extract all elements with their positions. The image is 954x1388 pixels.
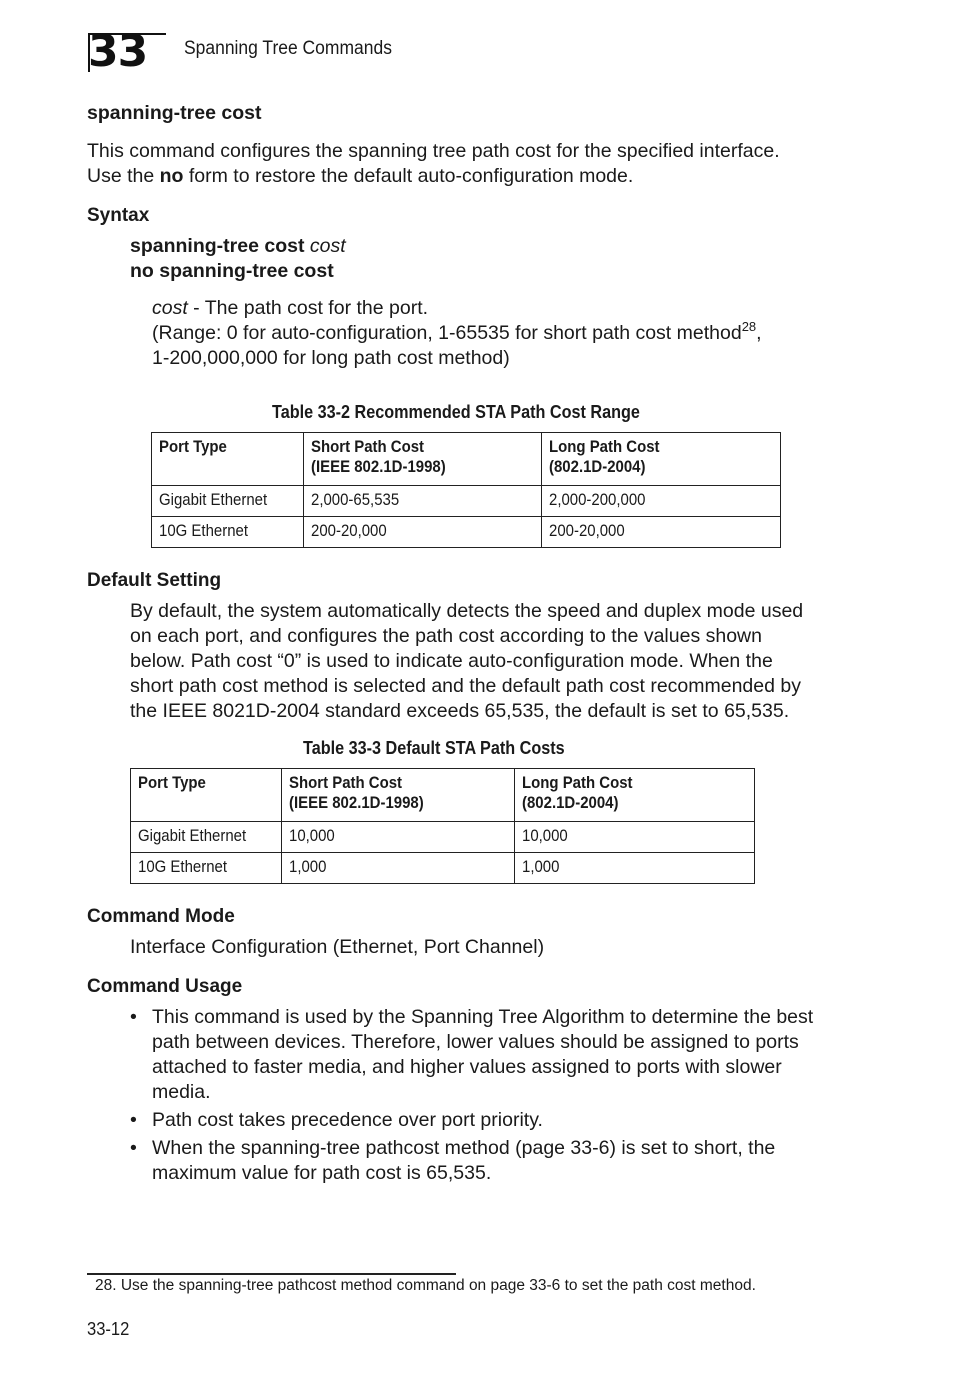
table-cell: 200-20,000	[303, 517, 541, 548]
table-cell: Gigabit Ethernet	[152, 486, 304, 517]
default-line: the IEEE 8021D-2004 standard exceeds 65,535, the default is set to 65,535.	[130, 700, 790, 722]
table1-header-cell: Short Path Cost (IEEE 802.1D-1998)	[303, 433, 541, 486]
table-cell: 200-20,000	[541, 517, 780, 548]
table2	[130, 768, 755, 884]
table2-caption: Table 33-3 Default STA Path Costs	[303, 738, 565, 758]
command-title: spanning-tree cost	[87, 102, 262, 124]
table-row	[131, 853, 755, 884]
description-line-2: Use the no form to restore the default auto-configuration mode.	[87, 165, 634, 187]
table-cell: 10G Ethernet	[131, 853, 282, 884]
table-row	[152, 486, 781, 517]
command-usage-list	[130, 1005, 850, 1189]
footnote-ref: 28	[741, 319, 757, 334]
table-cell: 10G Ethernet	[152, 517, 304, 548]
default-line: By default, the system automatically detects the speed and duplex mode used	[130, 600, 804, 622]
footnote: 28. Use the spanning-tree pathcost method command on page 33-6 to set the path cost method.	[95, 1277, 756, 1294]
table-cell: 10,000	[281, 822, 514, 853]
table1-caption: Table 33-2 Recommended STA Path Cost Range	[272, 402, 640, 422]
param-range-line-1: (Range: 0 for auto-configuration, 1-65535 for short path cost method$^{28}$,	[152, 319, 762, 344]
syntax-heading: Syntax	[87, 205, 150, 226]
default-setting-heading: Default Setting	[87, 570, 222, 591]
table1-header-cell: Port Type	[152, 433, 304, 486]
table2-header-cell: Short Path Cost (IEEE 802.1D-1998)	[281, 769, 514, 822]
table2-header-cell: Long Path Cost (802.1D-2004)	[514, 769, 754, 822]
table-cell: 1,000	[281, 853, 514, 884]
default-line: short path cost method is selected and the default path cost recommended by	[130, 675, 801, 697]
table-cell: Gigabit Ethernet	[131, 822, 282, 853]
table2-header-cell: Port Type	[131, 769, 282, 822]
syntax-line-1: spanning-tree cost cost	[130, 235, 346, 257]
default-line: below. Path cost “0” is used to indicate auto-configuration mode. When the	[130, 650, 773, 672]
table-cell: 2,000-200,000	[541, 486, 780, 517]
description-line-1: This command configures the spanning tree path cost for the specified interface.	[87, 140, 780, 162]
chapter-number-box	[88, 26, 168, 77]
table-row	[152, 517, 781, 548]
table1	[151, 432, 781, 548]
list-item: • Path cost takes precedence over port priority.	[130, 1108, 850, 1133]
no-keyword: no	[159, 165, 184, 187]
command-mode-text: Interface Configuration (Ethernet, Port Channel)	[130, 936, 545, 958]
table-cell: 10,000	[514, 822, 754, 853]
param-line: cost - The path cost for the port.	[152, 297, 429, 319]
chapter-number: 33	[88, 26, 148, 77]
page-number: 33-12	[87, 1319, 130, 1339]
table1-header-row	[152, 433, 781, 486]
table1-header-cell: Long Path Cost (802.1D-2004)	[541, 433, 780, 486]
default-line: on each port, and configures the path cost according to the values shown	[130, 625, 762, 647]
param-range-line-2: 1-200,000,000 for long path cost method)	[152, 347, 510, 369]
table2-header-row	[131, 769, 755, 822]
table-cell: 2,000-65,535	[303, 486, 541, 517]
syntax-parameter	[152, 296, 762, 371]
table-cell: 1,000	[514, 853, 754, 884]
command-usage-heading: Command Usage	[87, 976, 243, 997]
default-setting-text	[130, 599, 803, 724]
command-mode-heading: Command Mode	[87, 906, 235, 927]
command-description	[87, 139, 780, 189]
footnote-divider	[87, 1273, 456, 1275]
syntax-line-2: no spanning-tree cost	[130, 260, 334, 282]
list-item: • When the spanning-tree pathcost method (page 33-6) is set to short, the maximum value for path cost is 65,535.	[130, 1136, 850, 1186]
table-row	[131, 822, 755, 853]
list-item: • This command is used by the Spanning Tree Algorithm to determine the best path between devices. Therefore, lower values should be assigned to ports attached to faster media, and higher values assigned to ports with slower media.	[130, 1005, 850, 1105]
chapter-title: Spanning Tree Commands	[184, 38, 392, 59]
